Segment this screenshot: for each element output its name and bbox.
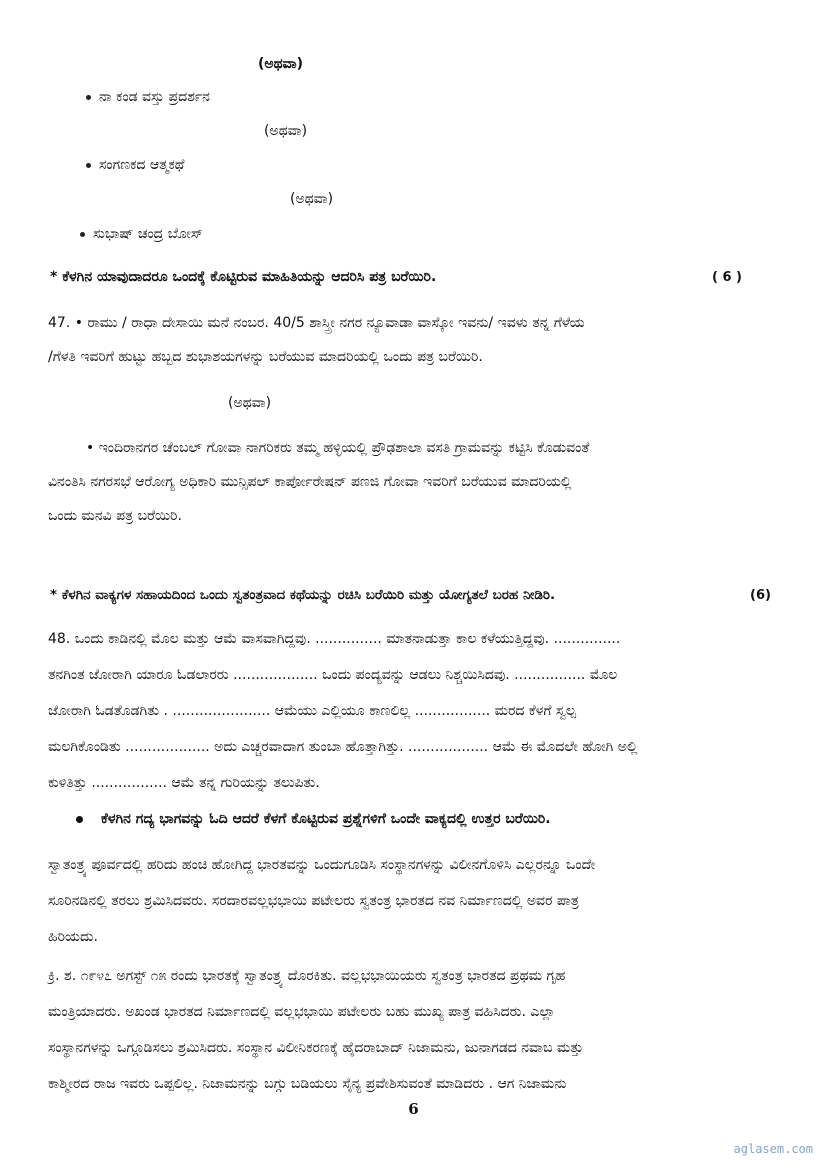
passage-line: ಕ್ರಿ. ಶ. ೧೯೪೭ ಅಗಸ್ಟ್ ೧೫ ರಂದು ಭಾರತಕ್ಕೆ ಸ್ವಾತಂತ್ರ್ಯ ದೊರಕಿತು. ವಲ್ಲಭಭಾಯಿಯರು ಸ್ವತಂತ್ರ ಭಾರತದ ಪ್ರಥಮ ಗೃಹ <box>48 968 566 984</box>
passage-line: ಸ್ವಾತಂತ್ರ್ಯ ಪೂರ್ವದಲ್ಲಿ ಹರಿದು ಹಂಚಿ ಹೋಗಿದ್ದ ಭಾರತವನ್ನು ಒಂದುಗೂಡಿಸಿ ಸಂಸ್ಥಾನಗಳನ್ನು ವಿಲೀನಗೊಳಿಸಿ ಎಲ್ಲರನ್ನೂ ಒಂದೇ <box>48 857 596 873</box>
q48-line: ಜೋರಾಗಿ ಓಡತೊಡಗಿತು . ...................... ಆಮೆಯು ಎಲ್ಲಿಯೂ ಕಾಣಲಿಲ್ಲ ................. ಮರದ ಕೆಳಗೆ ಸ್ವಲ್ಪ <box>48 703 577 719</box>
letter-or-label: (ಅಥವಾ) <box>228 395 272 411</box>
option-text: ಸುಭಾಷ್ ಚಂದ್ರ ಬೋಸ್ <box>93 226 203 242</box>
story-instruction: * ಕೆಳಗಿನ ವಾಕ್ಯಗಳ ಸಹಾಯದಿಂದ ಒಂದು ಸ್ವತಂತ್ರವಾದ ಕಥೆಯನ್ನು ರಚಿಸಿ ಬರೆಯಿರಿ ಮತ್ತು ಯೋಗ್ಯತಲೆ ಬರಹ ನೀಡಿರಿ. <box>50 587 556 603</box>
option-item-1 <box>86 87 210 107</box>
passage-instruction-text: ಕೆಳಗಿನ ಗದ್ಯ ಭಾಗವನ್ನು ಓದಿ ಆದರೆ ಕೆಳಗೆ ಕೊಟ್ಟಿರುವ ಪ್ರಶ್ನೆಗಳಿಗೆ ಒಂದೇ ವಾಕ್ಯದಲ್ಲಿ ಉತ್ತರ ಬರೆಯಿರಿ. <box>101 811 551 827</box>
option-text: ನಾ ಕಂಡ ವಸ್ತು ಪ್ರದರ್ಶನ <box>99 89 210 105</box>
passage-paragraph-1 <box>48 847 774 955</box>
q48-line: ಮಲಗಿಕೊಂಡಿತು ................... ಅದು ಎಚ್ಚರವಾದಾಗ ತುಂಬಾ ಹೊತ್ತಾಗಿತ್ತು. .................. ಆಮೆ ಈ ಮೊದಲೇ ಹೋಗಿ ಅಲ್ಲಿ <box>48 739 638 755</box>
passage-line: ಸೂರಿನಡಿನಲ್ಲಿ ತರಲು ಶ್ರಮಿಸಿದವರು. ಸರದಾರವಲ್ಲಭಭಾಯಿ ಪಟೇಲರು ಸ್ವತಂತ್ರ ಭಾರತದ ನವ ನಿರ್ಮಾಣದಲ್ಲಿ ಅವರ ಪಾತ್ರ <box>48 893 579 909</box>
bullet-icon <box>76 816 83 823</box>
bullet-icon <box>86 163 91 168</box>
q48-line: ತನಗಿಂತ ಜೋರಾಗಿ ಯಾರೂ ಓಡಲಾರರು ................... ಒಂದು ಪಂದ್ಯವನ್ನು ಆಡಲು ನಿಶ್ಚಯಿಸಿದವು. ................ ಮೊಲ <box>48 667 618 683</box>
or-label-2: (ಅಥವಾ) <box>264 123 308 139</box>
passage-instruction <box>76 809 551 829</box>
story-marks: (6) <box>750 588 771 603</box>
bullet-icon <box>80 232 85 237</box>
letter-instruction: * ಕೆಳಗಿನ ಯಾವುದಾದರೂ ಒಂದಕ್ಕೆ ಕೊಟ್ಟಿರುವ ಮಾಹಿತಿಯನ್ನು ಆದರಿಸಿ ಪತ್ರ ಬರೆಯಿರಿ. <box>50 269 437 285</box>
option-text: ಸಂಗಣಕದ ಆತ್ಮಕಥೆ <box>99 157 185 173</box>
option-item-2 <box>86 155 184 175</box>
or-label-1: (ಅಥವಾ) <box>258 56 303 72</box>
passage-line: ಹಿರಿಯದು. <box>48 929 98 945</box>
alt-line-1: • ಇಂದಿರಾನಗರ ಚೆಂಬಲ್ ಗೋವಾ ನಾಗರಿಕರು ತಮ್ಮ ಹಳ್ಳಿಯಲ್ಲಿ ಪ್ರೌಢಶಾಲಾ ವಸತಿ ಗ್ರಾಮವನ್ನು ಕಟ್ಟಿಸಿ ಕೊಡುವಂತೆ <box>86 440 590 456</box>
passage-line: ಕಾಶ್ಮೀರದ ರಾಜ ಇವರು ಒಪ್ಪಲಿಲ್ಲ. ನಿಜಾಮನನ್ನು ಬಗ್ಗು ಬಡಿಯಲು ಸೈನ್ಯ ಪ್ರವೇಶಿಸುವಂತೆ ಮಾಡಿದರು . ಆಗ ನಿಜಾಮನು <box>48 1076 567 1092</box>
q47-line-2: /ಗೆಳತಿ ಇವರಿಗೆ ಹುಟ್ಟು ಹಬ್ಬದ ಶುಭಾಶಯಗಳನ್ನು ಬರೆಯುವ ಮಾದರಿಯಲ್ಲಿ ಒಂದು ಪತ್ರ ಬರೆಯಿರಿ. <box>48 349 483 365</box>
q48-line: ಕುಳಿತಿತ್ತು ................. ಆಮೆ ತನ್ನ ಗುರಿಯನ್ನು ತಲುಪಿತು. <box>48 775 320 791</box>
alt-line-2: ವಿನಂತಿಸಿ ನಗರಸಭೆ ಆರೋಗ್ಯ ಅಧಿಕಾರಿ ಮುನ್ಸಿಪಲ್ ಕಾರ್ಪೋರೇಷನ್ ಪಣಜಿ ಗೋವಾ ಇವರಿಗೆ ಬರೆಯುವ ಮಾದರಿಯಲ್ಲಿ <box>48 474 572 490</box>
passage-line: ಸಂಸ್ಥಾನಗಳನ್ನು ಒಗ್ಗೂಡಿಸಲು ಶ್ರಮಿಸಿದರು. ಸಂಸ್ಥಾನ ವಿಲೀನಿಕರಣಕ್ಕೆ ಹೈದರಾಬಾದ್ ನಿಜಾಮನು, ಜುನಾಗಡದ ನವಾಬ ಮತ್ತು <box>48 1040 584 1056</box>
q48-line: 48. ಒಂದು ಕಾಡಿನಲ್ಲಿ ಮೊಲ ಮತ್ತು ಆಮೆ ವಾಸವಾಗಿದ್ದವು. ............... ಮಾತನಾಡುತ್ತಾ ಕಾಲ ಕಳೆಯುತ್ತಿದ್ದವು. ............... <box>48 631 621 647</box>
page-number: 6 <box>408 1100 419 1118</box>
q47-line-1: 47. • ರಾಮು / ರಾಧಾ ದೇಸಾಯಿ ಮನೆ ನಂಬರ. 40/5 ಶಾಸ್ತ್ರೀ ನಗರ ನ್ಯೂವಾಡಾ ವಾಸ್ಕೋ ಇವನು/ ಇವಳು ತನ್ನ ಗೆಳೆಯ <box>48 315 585 331</box>
option-item-3 <box>80 224 203 244</box>
or-label-3: (ಅಥವಾ) <box>290 191 334 207</box>
watermark: aglasem.com <box>733 1142 813 1156</box>
bullet-icon <box>86 95 91 100</box>
alt-line-3: ಒಂದು ಮನವಿ ಪತ್ರ ಬರೆಯಿರಿ. <box>48 508 182 524</box>
passage-paragraph-2 <box>48 958 774 1102</box>
letter-marks: ( 6 ) <box>712 270 742 285</box>
q48-paragraph <box>48 621 774 801</box>
passage-line: ಮಂತ್ರಿಯಾದರು. ಅಖಂಡ ಭಾರತದ ನಿರ್ಮಾಣದಲ್ಲಿ ವಲ್ಲಭಭಾಯಿ ಪಟೇಲರು ಬಹು ಮುಖ್ಯ ಪಾತ್ರ ವಹಿಸಿದರು. ಎಲ್ಲಾ <box>48 1004 556 1020</box>
